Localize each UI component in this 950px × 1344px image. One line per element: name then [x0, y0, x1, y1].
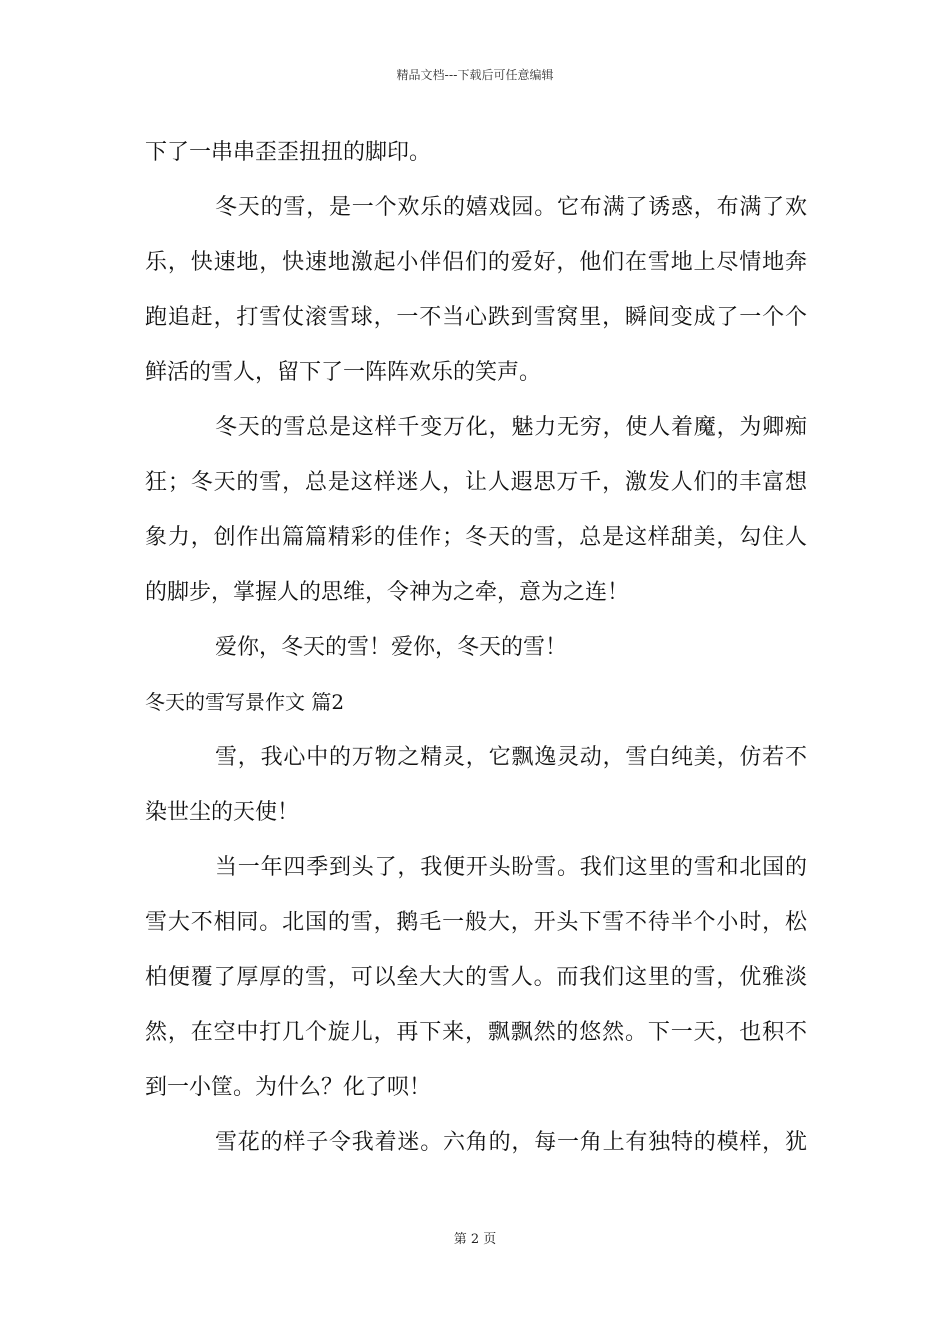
text-line: 雪大不相同。北国的雪，鹅毛一般大，开头下雪不待半个小时，松	[145, 910, 807, 935]
section-heading: 冬天的雪写景作文 篇2	[145, 690, 345, 714]
text-line: 爱你，冬天的雪！爱你，冬天的雪！	[215, 635, 568, 660]
text-line: 雪花的样子令我着迷。六角的，每一角上有独特的模样，犹	[215, 1130, 807, 1155]
text-line: 柏便覆了厚厚的雪，可以垒大大的雪人。而我们这里的雪，优雅淡	[145, 965, 807, 990]
page-number: 第 2 页	[453, 1232, 497, 1247]
text-line: 染世尘的天使！	[145, 800, 300, 825]
text-line: 然，在空中打几个旋儿，再下来，飘飘然的悠然。下一天，也积不	[145, 1020, 807, 1045]
text-line: 冬天的雪总是这样千变万化，魅力无穷，使人着魔，为卿痴	[215, 415, 807, 440]
text-line: 的脚步，掌握人的思维，令神为之牵，意为之连！	[145, 580, 630, 605]
text-line: 鲜活的雪人，留下了一阵阵欢乐的笑声。	[145, 360, 542, 385]
text-line: 雪，我心中的万物之精灵，它飘逸灵动，雪白纯美，仿若不	[215, 745, 807, 770]
text-line: 跑追赶，打雪仗滚雪球，一不当心跌到雪窝里，瞬间变成了一个个	[145, 305, 807, 330]
text-line: 到一小筐。为什么？化了呗！	[145, 1075, 432, 1100]
text-line: 下了一串串歪歪扭扭的脚印。	[145, 140, 432, 165]
document-body	[145, 125, 807, 1170]
text-line: 冬天的雪，是一个欢乐的嬉戏园。它布满了诱惑，布满了欢	[215, 195, 807, 220]
text-line: 狂；冬天的雪，总是这样迷人，让人遐思万千，激发人们的丰富想	[145, 470, 807, 495]
text-line: 乐，快速地，快速地激起小伴侣们的爱好，他们在雪地上尽情地奔	[145, 250, 807, 275]
text-line: 象力，创作出篇篇精彩的佳作；冬天的雪，总是这样甜美，勾住人	[145, 525, 807, 550]
page-header: 精品文档---下载后可任意编辑	[396, 68, 554, 82]
text-line: 当一年四季到头了，我便开头盼雪。我们这里的雪和北国的	[215, 855, 807, 880]
